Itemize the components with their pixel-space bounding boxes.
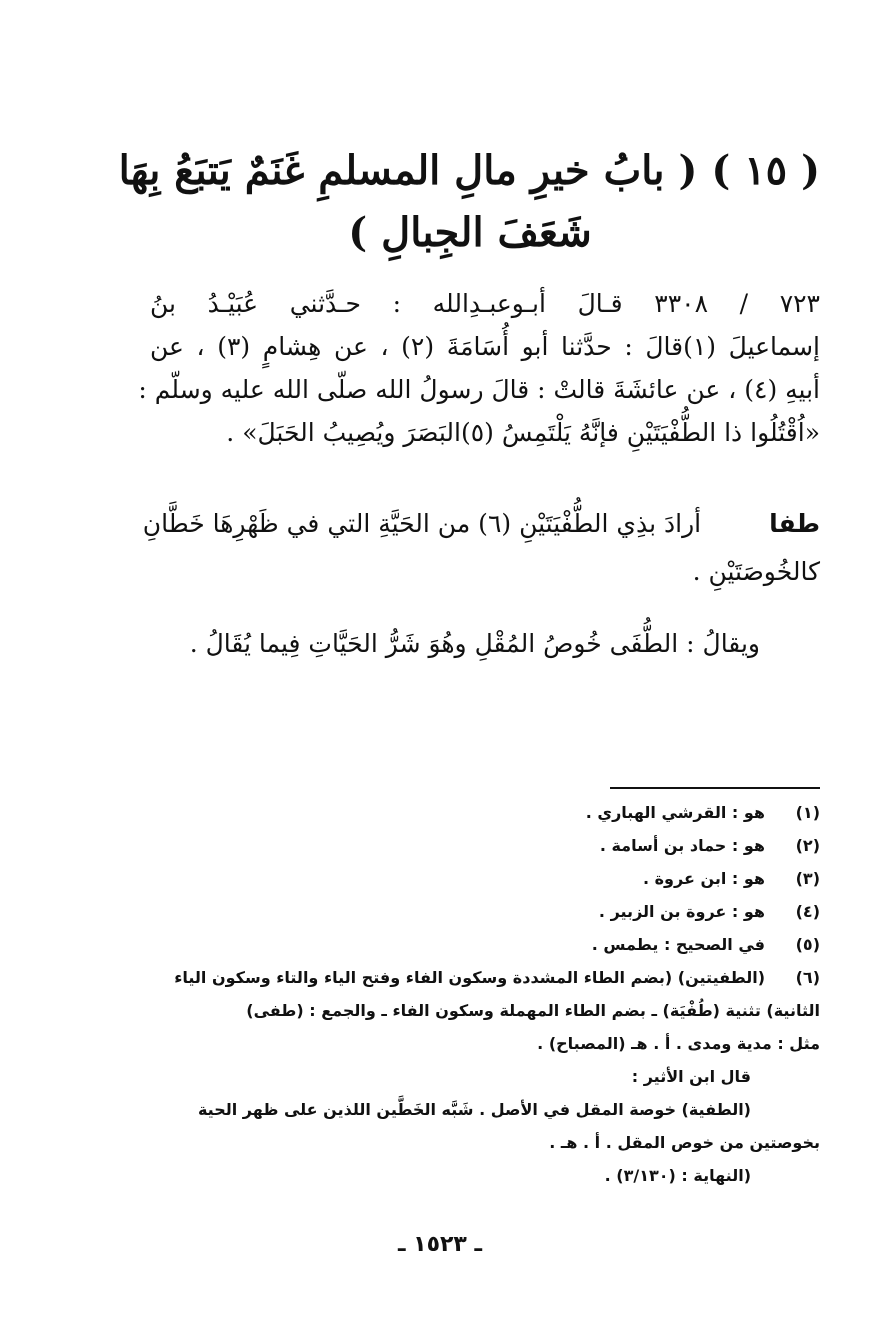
chapter-title (120, 140, 820, 264)
footnote-text (145, 895, 765, 928)
footnote-item (145, 895, 820, 928)
explanation-2-line-1: ويقالُ : الطُّفَى خُوصُ المُقْلِ وهُوَ شَرُّ الحَيَّاتِ فِيما يُقَالُ . (189, 629, 760, 658)
footnote-number: (١) (795, 803, 820, 822)
hadith-line-4: «اُقْتُلُوا ذا الطُّفْيَتَيْنِ فإنَّهُ يَلْتَمِسُ (٥)البَصَرَ ويُصِيبُ الحَبَلَ» . (226, 418, 820, 447)
page-number: ـ ١٥٢٣ ـ (397, 1232, 483, 1257)
explanation-1-line-1 (110, 500, 820, 548)
footnote-line: الثانية) تثنية (طُفْيَة) ـ بضم الطاء المهملة وسكون الفاء ـ والجمع : (طفى) (246, 1001, 820, 1020)
footnote-line: قال ابن الأثير : (631, 1067, 751, 1086)
footnote-text (145, 796, 765, 829)
explanation-paragraph-1 (110, 500, 820, 596)
footnote-number: (٦) (795, 968, 820, 987)
margin-keyword: طفا (769, 509, 820, 538)
hadith-text (138, 282, 820, 454)
footnote-line: (الطفيتين) (بضم الطاء المشددة وسكون الفاء وفتح الياء والتاء وسكون الياء (174, 968, 765, 987)
explanation-1-line-2: كالخُوصَتَيْنِ . (692, 557, 820, 586)
footnote-number: (٣) (795, 869, 820, 888)
footnote-line: بخوصتين من خوص المقل . أ . هـ . (549, 1133, 820, 1152)
footnotes (145, 796, 820, 1192)
footnote-text (145, 961, 820, 1192)
explanation-paragraph-2 (110, 620, 820, 668)
footnote-number: (٤) (795, 902, 820, 921)
footnote-item (145, 961, 820, 1192)
footnote-line: هو : القرشي الهباري . (585, 803, 765, 822)
footnote-line: هو : حماد بن أسامة . (599, 836, 765, 855)
footnote-number: (٢) (795, 836, 820, 855)
footnote-text (145, 928, 765, 961)
footnote-text (145, 862, 765, 895)
footnote-text (145, 829, 765, 862)
footnote-line: في الصحيح : يطمس . (591, 935, 765, 954)
footnote-item (145, 829, 820, 862)
footnote-line: (النهاية : (٣/١٣٠) . (604, 1166, 751, 1185)
footnote-line: هو : ابن عروة . (642, 869, 765, 888)
footnote-item (145, 796, 820, 829)
footnote-item (145, 862, 820, 895)
explanation-1-line-1-text: أرادَ بذِي الطُّفْيَتَيْنِ (٦) من الحَيَّةِ التي في ظَهْرِهَا خَطَّانِ (142, 509, 702, 538)
chapter-title-line-2: شَعَفَ الجِبالِ ) (348, 209, 592, 256)
hadith-line-2: إسماعيلَ (١)قالَ : حدَّثنا أبو أُسَامَةَ (٢) ، عن هِشامٍ (٣) ، عن (150, 332, 820, 361)
footnote-divider (610, 787, 820, 789)
hadith-line-1: ٧٢٣ / ٣٣٠٨ قـالَ أبـوعبـدِالله : حـدَّثني عُبَيْـدُ بنُ (150, 289, 820, 318)
footnote-number: (٥) (795, 935, 820, 954)
chapter-title-line-1: ( ١٥ ) ( بابُ خيرِ مالِ المسلمِ غَنَمٌ يَتبَعُ بِهَا (118, 147, 820, 194)
footnote-item (145, 928, 820, 961)
footnote-line: مثل : مدية ومدى . أ . هـ (المصباح) . (537, 1034, 820, 1053)
footnote-line: (الطفية) خوصة المقل في الأصل . شَبَّه الخَطَّين اللذين على ظهر الحية (197, 1100, 751, 1119)
footnote-line: هو : عروة بن الزبير . (598, 902, 765, 921)
hadith-line-3: أبيهِ (٤) ، عن عائشَةَ قالتْ : قالَ رسولُ الله صلّى الله عليه وسلّم : (138, 375, 820, 404)
